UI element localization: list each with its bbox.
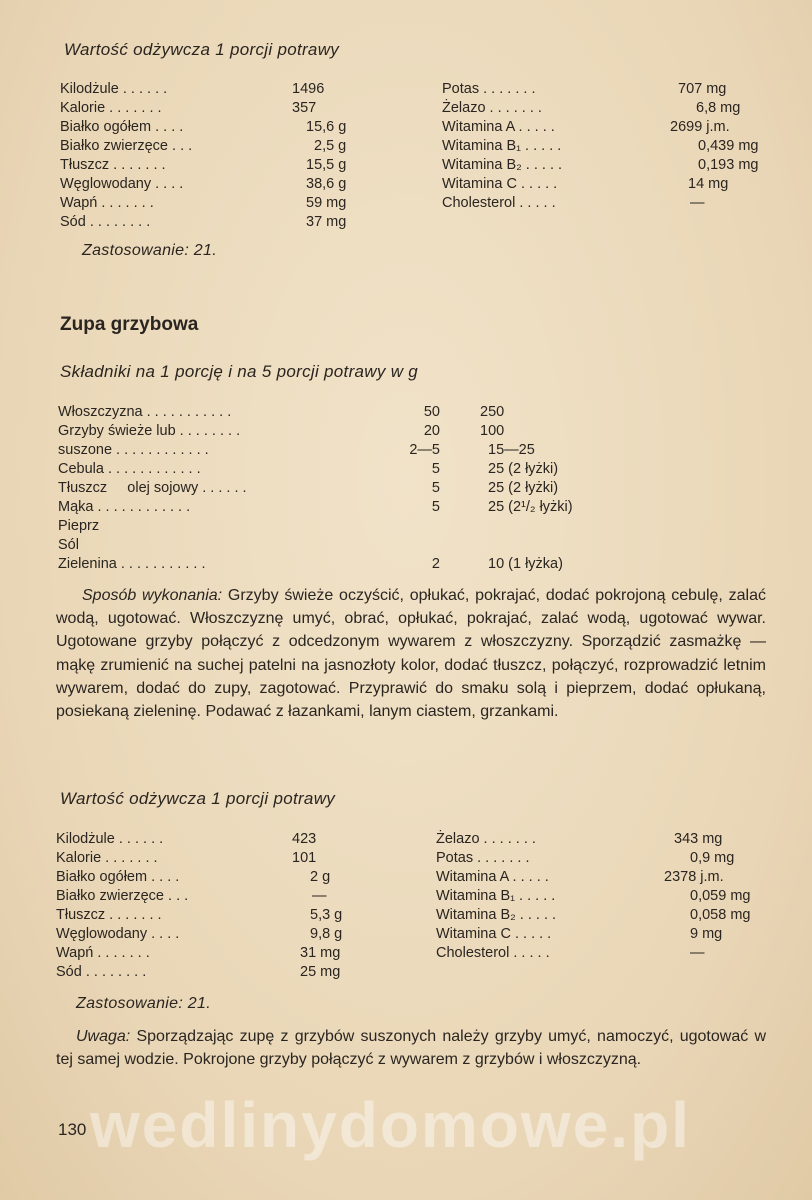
nutrient-value: 9 mg bbox=[690, 926, 723, 942]
nutrient-value: 2378 j.m. bbox=[664, 869, 724, 885]
nutrient-value: — bbox=[690, 195, 705, 211]
ingredient-qty-5: 15—25 bbox=[488, 442, 535, 458]
ingredient-name: Tłuszcz olej sojowy . . . . . . bbox=[58, 480, 247, 496]
page-number: 130 bbox=[58, 1120, 87, 1139]
recipe-title: Zupa grzybowa bbox=[60, 314, 199, 335]
nutrient-name: Żelazo . . . . . . . bbox=[442, 100, 542, 116]
nutrient-value: 38,6 g bbox=[306, 176, 347, 192]
nutrition-table-2-left bbox=[56, 830, 396, 980]
ingredient-name: Pieprz bbox=[58, 518, 100, 534]
nutrient-name: Witamina A . . . . . bbox=[436, 869, 549, 885]
nutrient-name: Cholesterol . . . . . bbox=[442, 195, 556, 211]
ingredient-qty-1: 5 bbox=[431, 461, 440, 477]
note-text: Sporządzając zupę z grzybów suszonych należy grzyby umyć, namoczyć, ugotować w tej samej wodzie. Pokrojone grzyby połączyć z wywarem z grzybów i włoszczyzną. bbox=[56, 1028, 766, 1069]
nutrient-value: 0,439 mg bbox=[698, 138, 759, 154]
nutrition-table-1-right bbox=[442, 80, 782, 220]
nutrient-name: Węglowodany . . . . bbox=[56, 926, 180, 942]
nutrient-value: 101 bbox=[292, 850, 317, 866]
nutrient-name: Potas . . . . . . . bbox=[442, 81, 536, 97]
ingredient-qty-1: 20 bbox=[423, 423, 440, 439]
nutrient-value: 5,3 g bbox=[310, 907, 343, 923]
nutrient-name: Witamina C . . . . . bbox=[442, 176, 558, 192]
ingredient-qty-5: 25 (2 łyżki) bbox=[488, 480, 559, 496]
nutrient-name: Cholesterol . . . . . bbox=[436, 945, 550, 961]
nutrient-value: — bbox=[312, 888, 327, 904]
nutrient-value: 31 mg bbox=[300, 945, 341, 961]
nutrient-value: 707 mg bbox=[678, 81, 727, 97]
nutrient-name: Witamina B₂ . . . . . bbox=[436, 907, 557, 923]
nutrient-value: 423 bbox=[292, 831, 317, 847]
note-label: Uwaga: bbox=[76, 1028, 131, 1045]
nutrient-name: Kilodżule . . . . . . bbox=[56, 831, 164, 847]
nutrient-name: Potas . . . . . . . bbox=[436, 850, 530, 866]
nutrient-value: 2,5 g bbox=[314, 138, 347, 154]
nutrient-name: Witamina A . . . . . bbox=[442, 119, 555, 135]
ingredient-name: Mąka . . . . . . . . . . . . bbox=[58, 499, 191, 515]
nutrient-value: 343 mg bbox=[674, 831, 723, 847]
nutrient-name: Tłuszcz . . . . . . . bbox=[60, 157, 166, 173]
ingredient-qty-5: 25 (2 łyżki) bbox=[488, 461, 559, 477]
ingredient-name: Zielenina . . . . . . . . . . . bbox=[58, 556, 206, 572]
nutrient-name: Białko zwierzęce . . . bbox=[56, 888, 189, 904]
ingredient-qty-1: 2—5 bbox=[409, 442, 440, 458]
nutrient-name: Białko ogółem . . . . bbox=[56, 869, 180, 885]
nutrient-name: Sód . . . . . . . . bbox=[60, 214, 151, 230]
nutrient-value: 0,059 mg bbox=[690, 888, 751, 904]
ingredient-qty-5: 10 (1 łyżka) bbox=[488, 556, 563, 572]
ingredient-name: Włoszczyzna . . . . . . . . . . . bbox=[58, 404, 232, 420]
nutrient-name: Sód . . . . . . . . bbox=[56, 964, 147, 980]
watermark: wedlinydomowe.pl bbox=[90, 1089, 691, 1161]
nutrient-name: Białko zwierzęce . . . bbox=[60, 138, 193, 154]
ingredient-qty-5: 100 bbox=[480, 423, 505, 439]
nutrient-value: 37 mg bbox=[306, 214, 347, 230]
nutrient-value: 0,193 mg bbox=[698, 157, 759, 173]
nutrient-name: Żelazo . . . . . . . bbox=[436, 831, 536, 847]
nutrient-value: 15,5 g bbox=[306, 157, 347, 173]
nutrient-value: 59 mg bbox=[306, 195, 347, 211]
nutrient-value: 357 bbox=[292, 100, 317, 116]
nutrient-value: 14 mg bbox=[688, 176, 729, 192]
note-paragraph bbox=[56, 1025, 766, 1071]
ingredient-qty-1: 5 bbox=[431, 499, 440, 515]
nutrient-value: 15,6 g bbox=[306, 119, 347, 135]
nutrient-name: Kilodżule . . . . . . bbox=[60, 81, 168, 97]
nutrient-name: Witamina B₁ . . . . . bbox=[442, 138, 562, 154]
method-paragraph bbox=[56, 584, 766, 723]
usage-note-1: Zastosowanie: 21. bbox=[82, 242, 217, 259]
nutrient-value: 0,9 mg bbox=[690, 850, 735, 866]
ingredients-table bbox=[58, 404, 658, 574]
nutrient-value: 2 g bbox=[310, 869, 331, 885]
ingredient-name: Cebula . . . . . . . . . . . . bbox=[58, 461, 201, 477]
nutrient-value: 6,8 mg bbox=[696, 100, 741, 116]
ingredient-qty-1: 50 bbox=[423, 404, 440, 420]
nutrient-value: 0,058 mg bbox=[690, 907, 751, 923]
nutrient-name: Wapń . . . . . . . bbox=[60, 195, 154, 211]
ingredient-qty-5: 25 (2¹/₂ łyżki) bbox=[488, 499, 573, 515]
nutrient-value: 1496 bbox=[292, 81, 325, 97]
nutrient-value: 9,8 g bbox=[310, 926, 343, 942]
nutrition-table-2-right bbox=[436, 830, 776, 970]
nutrient-name: Białko ogółem . . . . bbox=[60, 119, 184, 135]
nutrient-name: Witamina B₂ . . . . . bbox=[442, 157, 563, 173]
ingredient-qty-1: 2 bbox=[431, 556, 440, 572]
ingredient-qty-1: 5 bbox=[431, 480, 440, 496]
usage-note-2: Zastosowanie: 21. bbox=[76, 995, 211, 1012]
nutrient-name: Kalorie . . . . . . . bbox=[60, 100, 162, 116]
nutrition-table-1-left bbox=[60, 80, 400, 230]
nutrient-name: Witamina B₁ . . . . . bbox=[436, 888, 556, 904]
nutrient-name: Węglowodany . . . . bbox=[60, 176, 184, 192]
nutrient-value: — bbox=[690, 945, 705, 961]
ingredient-name: Sól bbox=[58, 537, 79, 553]
method-text: Grzyby świeże oczyścić, opłukać, pokrajać, dodać pokrojoną cebulę, zalać wodą, ugotować. Włoszczyznę umyć, obrać, opłukać, pokrajać, zalać wodą, ugotować wywar. Ugotowane grzyby połączyć z odcedzonym wywarem z włoszczyzny. Sporządzić zasmażkę — mąkę zrumienić na suchej patelni na jasnozłoty kolor, dodać tłuszcz, połączyć, rozprowadzić letnim wywarem, dodać do zupy, zagotować. Przyprawić do smaku solą i pieprzem, dodać opłukaną, posiekaną zieleninę. Podawać z łazankami, lanym ciastem, grzankami. bbox=[56, 587, 766, 721]
ingredient-qty-5: 250 bbox=[480, 404, 505, 420]
ingredient-name: Grzyby świeże lub . . . . . . . . bbox=[58, 423, 241, 439]
nutrition-heading-1: Wartość odżywcza 1 porcji potrawy bbox=[64, 40, 340, 59]
nutrition-heading-2: Wartość odżywcza 1 porcji potrawy bbox=[60, 789, 336, 808]
nutrient-value: 25 mg bbox=[300, 964, 341, 980]
method-label: Sposób wykonania: bbox=[82, 587, 223, 604]
nutrient-value: 2699 j.m. bbox=[670, 119, 730, 135]
nutrient-name: Wapń . . . . . . . bbox=[56, 945, 150, 961]
nutrient-name: Kalorie . . . . . . . bbox=[56, 850, 158, 866]
nutrient-name: Tłuszcz . . . . . . . bbox=[56, 907, 162, 923]
ingredient-name: suszone . . . . . . . . . . . . bbox=[58, 442, 209, 458]
nutrient-name: Witamina C . . . . . bbox=[436, 926, 552, 942]
ingredients-heading: Składniki na 1 porcję i na 5 porcji potrawy w g bbox=[60, 362, 419, 381]
